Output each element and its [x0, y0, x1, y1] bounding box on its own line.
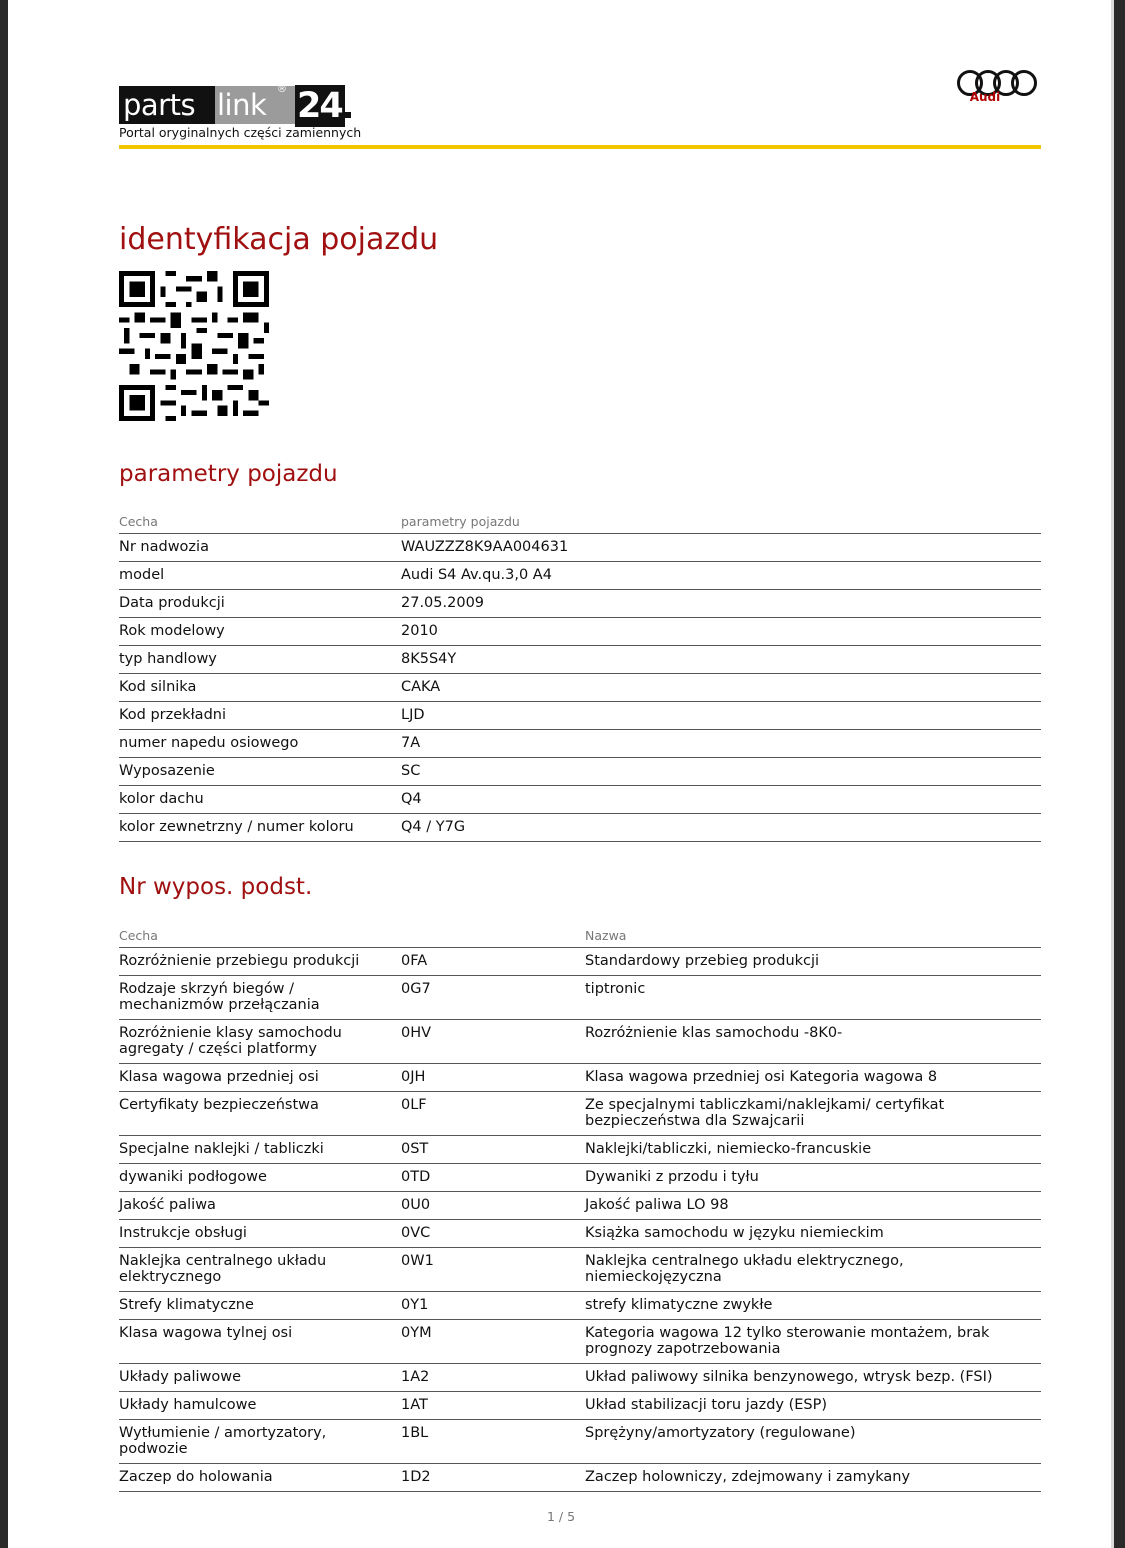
- equipment-name: tiptronic: [585, 976, 1041, 1020]
- logo-parts-text: parts: [119, 86, 215, 124]
- param-label: Kod silnika: [119, 674, 401, 702]
- equipment-feature: dywaniki podłogowe: [119, 1164, 401, 1192]
- table-row: [119, 1064, 1041, 1092]
- equipment-body: [119, 948, 1041, 1492]
- document-header: [119, 80, 1041, 150]
- equipment-code: 0U0: [401, 1192, 585, 1220]
- table-row: [119, 1320, 1041, 1364]
- param-label: Wyposazenie: [119, 758, 401, 786]
- audi-wordmark: Audi: [969, 90, 1001, 104]
- equipment-feature: Jakość paliwa: [119, 1192, 401, 1220]
- vehicle-params-table: [119, 511, 1041, 842]
- equipment-table: [119, 925, 1041, 1492]
- equipment-code: 0FA: [401, 948, 585, 976]
- equipment-feature: Rozróżnienie klasy samochodu agregaty / części platformy: [119, 1020, 401, 1064]
- table-row: [119, 814, 1041, 842]
- equipment-name: Standardowy przebieg produkcji: [585, 948, 1041, 976]
- param-value: Q4: [401, 786, 1041, 814]
- table-header-row: [119, 925, 1041, 948]
- registered-mark: ®: [277, 84, 287, 95]
- equipment-feature: Rodzaje skrzyń biegów / mechanizmów przełączania: [119, 976, 401, 1020]
- equipment-name: strefy klimatyczne zwykłe: [585, 1292, 1041, 1320]
- param-value: 7A: [401, 730, 1041, 758]
- logo-24-text: 24: [295, 82, 345, 127]
- param-value: CAKA: [401, 674, 1041, 702]
- equipment-code: 1D2: [401, 1464, 585, 1492]
- equipment-feature: Zaczep do holowania: [119, 1464, 401, 1492]
- equipment-feature: Rozróżnienie przebiegu produkcji: [119, 948, 401, 976]
- page-title: identyfikacja pojazdu: [119, 222, 439, 257]
- table-row: [119, 1164, 1041, 1192]
- vehicle-params-heading: parametry pojazdu: [119, 461, 338, 487]
- page-edge: [1111, 0, 1114, 1548]
- param-value: 8K5S4Y: [401, 646, 1041, 674]
- equipment-name: Książka samochodu w języku niemieckim: [585, 1220, 1041, 1248]
- equipment-name: Naklejka centralnego układu elektrycznego, niemieckojęzyczna: [585, 1248, 1041, 1292]
- param-label: model: [119, 562, 401, 590]
- col-header-code: [401, 925, 585, 948]
- equipment-feature: Układy paliwowe: [119, 1364, 401, 1392]
- table-header-row: [119, 511, 1041, 534]
- equipment-code: 0HV: [401, 1020, 585, 1064]
- equipment-feature: Naklejka centralnego układu elektrycznego: [119, 1248, 401, 1292]
- param-value: SC: [401, 758, 1041, 786]
- equipment-feature: Klasa wagowa przedniej osi: [119, 1064, 401, 1092]
- logo-link-text: link: [215, 86, 295, 124]
- param-label: kolor dachu: [119, 786, 401, 814]
- table-row: [119, 646, 1041, 674]
- audi-logo: [955, 68, 1039, 118]
- table-row: [119, 562, 1041, 590]
- equipment-code: 0VC: [401, 1220, 585, 1248]
- table-row: [119, 1392, 1041, 1420]
- equipment-name: Rozróżnienie klas samochodu -8K0-: [585, 1020, 1041, 1064]
- col-header-feature: Cecha: [119, 511, 401, 534]
- table-row: [119, 976, 1041, 1020]
- equipment-name: Układ stabilizacji toru jazdy (ESP): [585, 1392, 1041, 1420]
- table-row: [119, 590, 1041, 618]
- param-value: 27.05.2009: [401, 590, 1041, 618]
- table-row: [119, 1248, 1041, 1292]
- equipment-feature: Wytłumienie / amortyzatory, podwozie: [119, 1420, 401, 1464]
- param-value: 2010: [401, 618, 1041, 646]
- table-row: [119, 1420, 1041, 1464]
- table-row: [119, 1292, 1041, 1320]
- logo-dot: [345, 112, 351, 118]
- param-label: Kod przekładni: [119, 702, 401, 730]
- table-row: [119, 1192, 1041, 1220]
- table-row: [119, 674, 1041, 702]
- equipment-feature: Układy hamulcowe: [119, 1392, 401, 1420]
- equipment-name: Klasa wagowa przedniej osi Kategoria wagowa 8: [585, 1064, 1041, 1092]
- page-indicator: 1 / 5: [546, 1509, 576, 1524]
- table-row: [119, 1136, 1041, 1164]
- equipment-feature: Specjalne naklejki / tabliczki: [119, 1136, 401, 1164]
- equipment-code: 0YM: [401, 1320, 585, 1364]
- table-row: [119, 948, 1041, 976]
- equipment-feature: Certyfikaty bezpieczeństwa: [119, 1092, 401, 1136]
- equipment-code: 0G7: [401, 976, 585, 1020]
- table-row: [119, 758, 1041, 786]
- param-label: numer napedu osiowego: [119, 730, 401, 758]
- equipment-code: 0TD: [401, 1164, 585, 1192]
- param-value: LJD: [401, 702, 1041, 730]
- col-header-feature: Cecha: [119, 925, 401, 948]
- param-value: Audi S4 Av.qu.3,0 A4: [401, 562, 1041, 590]
- equipment-code: 0Y1: [401, 1292, 585, 1320]
- equipment-name: Ze specjalnymi tabliczkami/naklejkami/ certyfikat bezpieczeństwa dla Szwajcarii: [585, 1092, 1041, 1136]
- equipment-code: 0W1: [401, 1248, 585, 1292]
- table-row: [119, 1364, 1041, 1392]
- param-value: WAUZZZ8K9AA004631: [401, 534, 1041, 562]
- col-header-name: Nazwa: [585, 925, 1041, 948]
- param-label: Nr nadwozia: [119, 534, 401, 562]
- equipment-code: 0LF: [401, 1092, 585, 1136]
- param-label: Rok modelowy: [119, 618, 401, 646]
- col-header-value: parametry pojazdu: [401, 511, 1041, 534]
- header-divider: [119, 145, 1041, 149]
- equipment-name: Naklejki/tabliczki, niemiecko-francuskie: [585, 1136, 1041, 1164]
- param-value: Q4 / Y7G: [401, 814, 1041, 842]
- param-label: typ handlowy: [119, 646, 401, 674]
- equipment-name: Zaczep holowniczy, zdejmowany i zamykany: [585, 1464, 1041, 1492]
- tagline: Portal oryginalnych części zamiennych: [119, 125, 362, 140]
- table-row: [119, 618, 1041, 646]
- equipment-feature: Klasa wagowa tylnej osi: [119, 1320, 401, 1364]
- table-row: [119, 702, 1041, 730]
- equipment-feature: Strefy klimatyczne: [119, 1292, 401, 1320]
- equipment-code: 1A2: [401, 1364, 585, 1392]
- equipment-name: Sprężyny/amortyzatory (regulowane): [585, 1420, 1041, 1464]
- table-row: [119, 1092, 1041, 1136]
- table-row: [119, 1464, 1041, 1492]
- table-row: [119, 1220, 1041, 1248]
- table-row: [119, 786, 1041, 814]
- equipment-code: 1AT: [401, 1392, 585, 1420]
- param-label: kolor zewnetrzny / numer koloru: [119, 814, 401, 842]
- equipment-name: Dywaniki z przodu i tyłu: [585, 1164, 1041, 1192]
- equipment-name: Jakość paliwa LO 98: [585, 1192, 1041, 1220]
- table-row: [119, 1020, 1041, 1064]
- equipment-heading: Nr wypos. podst.: [119, 874, 313, 900]
- qr-code: [119, 271, 269, 421]
- equipment-name: Kategoria wagowa 12 tylko sterowanie montażem, brak prognozy zapotrzebowania: [585, 1320, 1041, 1364]
- equipment-code: 0JH: [401, 1064, 585, 1092]
- param-label: Data produkcji: [119, 590, 401, 618]
- equipment-name: Układ paliwowy silnika benzynowego, wtrysk bezp. (FSI): [585, 1364, 1041, 1392]
- table-row: [119, 534, 1041, 562]
- equipment-code: 0ST: [401, 1136, 585, 1164]
- vehicle-params-body: [119, 534, 1041, 842]
- equipment-code: 1BL: [401, 1420, 585, 1464]
- equipment-feature: Instrukcje obsługi: [119, 1220, 401, 1248]
- partslink24-logo: [119, 82, 359, 126]
- table-row: [119, 730, 1041, 758]
- document-page: [8, 0, 1114, 1548]
